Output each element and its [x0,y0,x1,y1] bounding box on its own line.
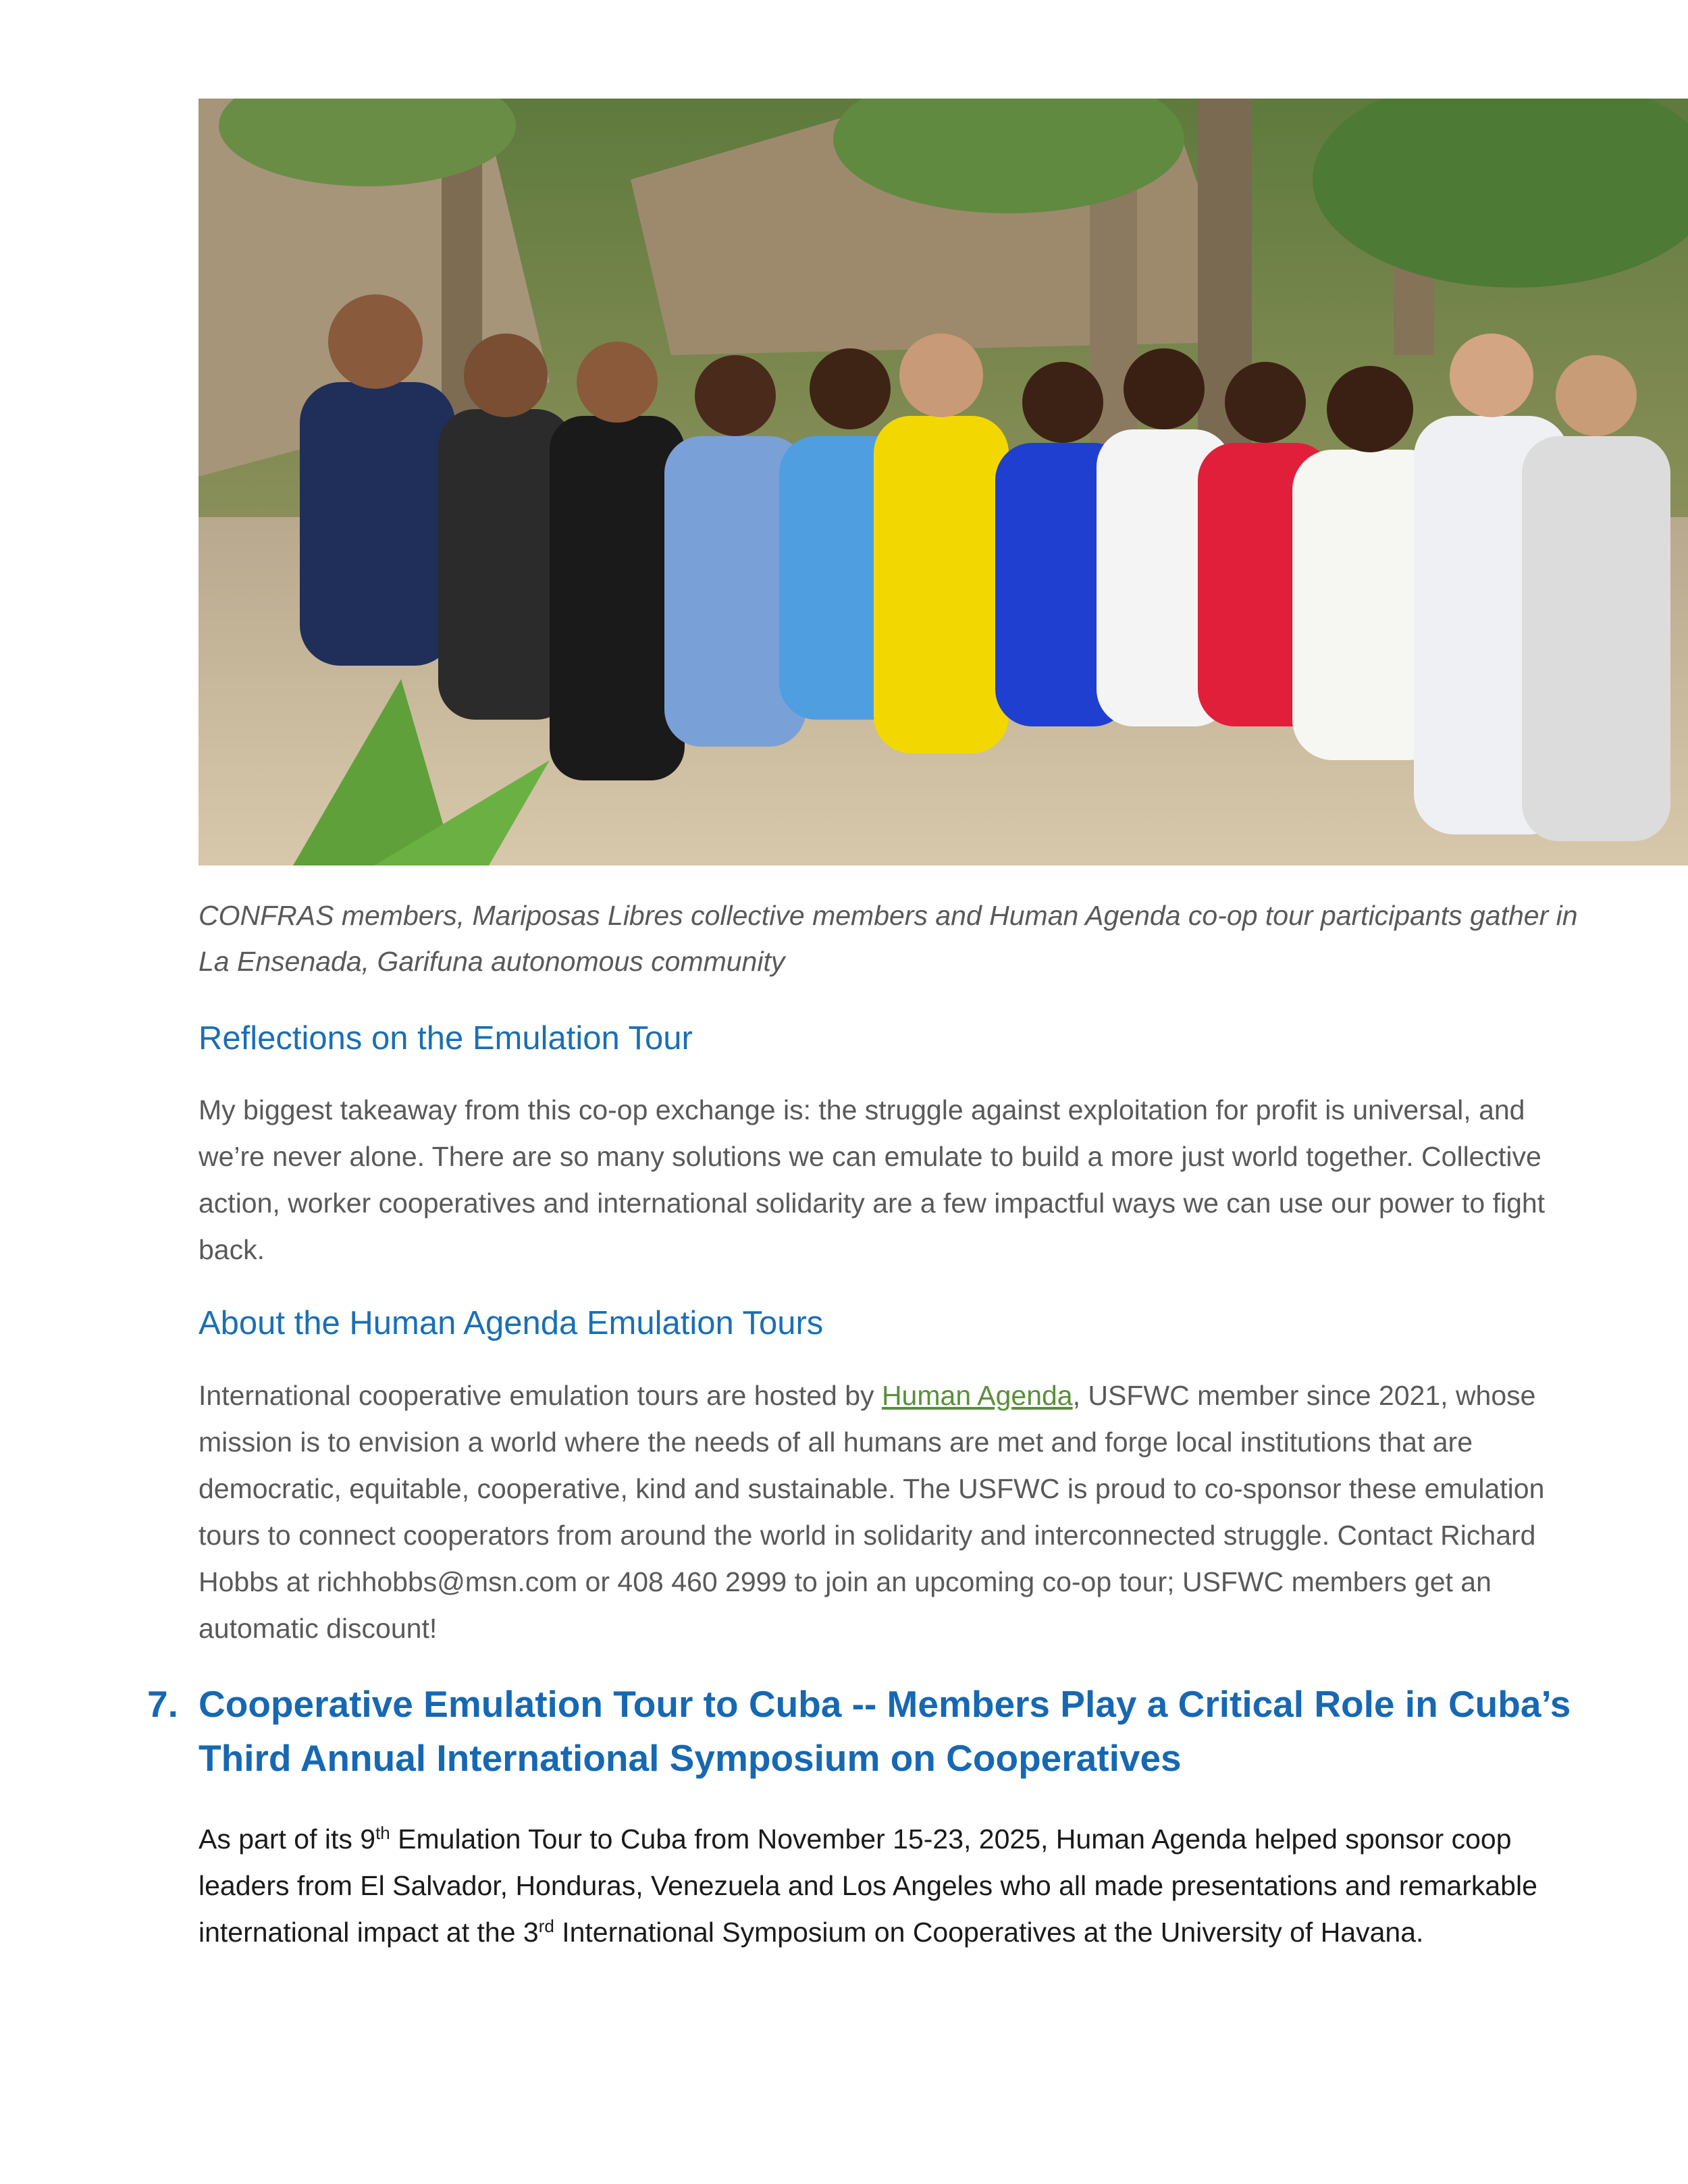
group-photo [199,99,1688,865]
about-body-text-1: International cooperative emulation tours are hosted by [199,1380,882,1411]
cuba-body [199,1816,1589,1956]
group-photo-image [199,99,1688,865]
about-body [199,1373,1589,1652]
reflections-body: My biggest takeaway from this co-op exchange is: the struggle against exploitation for profit is universal, and we’re never alone. There are so many solutions we can emulate to build a more just world together. Collective action, worker cooperatives and international solidarity are a few impactful ways we can use our power to fight back. [199,1094,1546,1265]
cuba-body-text-3: International Symposium on Cooperatives at the University of Havana. [554,1917,1424,1948]
reflections-heading: Reflections on the Emulation Tour [199,1020,693,1057]
photo-caption: CONFRAS members, Mariposas Libres collective members and Human Agenda co-op tour participants gather in La Ensenada, Garifuna autonomous community [199,900,1578,977]
cuba-body-text-1: As part of its 9 [199,1823,376,1855]
section-number: 7. [147,1683,178,1725]
section-7-heading [147,1677,1633,1785]
ordinal-rd: rd [538,1916,554,1936]
about-heading: About the Human Agenda Emulation Tours [199,1305,824,1341]
about-body-text-2: , USFWC member since 2021, whose mission is to envision a world where the needs of all humans are met and forge local institutions that are democratic, equitable, cooperative, kind and sustainable. The USFWC is proud to co-sponsor these emulation tours to connect cooperators from around the world in solidarity and interconnected struggle. Contact Richard Hobbs at richhobbs@msn.com or 408 460 2999 to join an upcoming co-op tour; USFWC members get an automatic discount! [199,1380,1545,1644]
human-agenda-link[interactable]: Human Agenda [881,1380,1073,1411]
section-7-title: Cooperative Emulation Tour to Cuba -- Members Play a Critical Role in Cuba’s Third Annual International Symposium on Cooperatives [199,1683,1571,1779]
cuba-body-text-2: Emulation Tour to Cuba from November 15-23, 2025, Human Agenda helped sponsor coop leaders from El Salvador, Honduras, Venezuela and Los Angeles who all made presentations and remarkable international impact at the 3 [199,1823,1537,1948]
ordinal-th: th [375,1823,390,1843]
